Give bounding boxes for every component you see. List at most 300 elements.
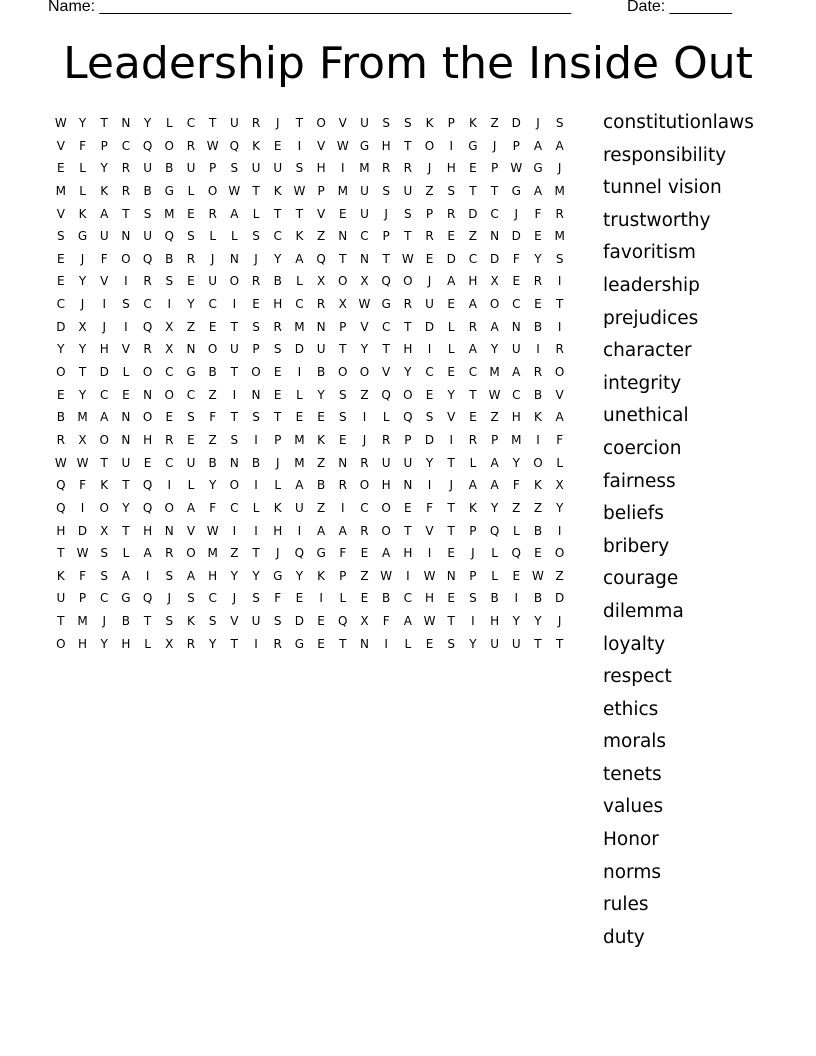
grid-letter: X bbox=[78, 432, 87, 447]
grid-letter: V bbox=[316, 138, 326, 153]
grid-letter: I bbox=[232, 387, 237, 402]
grid-letter: E bbox=[273, 138, 282, 153]
grid-letter: U bbox=[273, 161, 283, 176]
grid-letter: Z bbox=[316, 500, 326, 515]
grid-letter: U bbox=[186, 455, 196, 470]
grid-letter: S bbox=[382, 183, 390, 198]
word-list-item: values bbox=[603, 796, 664, 818]
grid-letter: Q bbox=[142, 251, 153, 266]
grid-letter: V bbox=[56, 138, 65, 153]
grid-letter: Y bbox=[555, 500, 564, 515]
grid-letter: X bbox=[360, 274, 369, 289]
grid-letter: U bbox=[251, 614, 261, 629]
grid-letter: R bbox=[208, 206, 217, 221]
grid-letter: E bbox=[338, 206, 347, 221]
grid-letter: T bbox=[404, 523, 412, 538]
grid-letter: J bbox=[471, 546, 475, 561]
grid-letter: F bbox=[512, 251, 520, 266]
grid-letter: G bbox=[186, 365, 196, 380]
grid-letter: F bbox=[512, 478, 520, 493]
grid-letter: R bbox=[186, 138, 196, 153]
grid-letter: D bbox=[424, 319, 435, 334]
grid-letter: R bbox=[143, 274, 152, 289]
grid-letter: V bbox=[100, 274, 109, 289]
grid-letter: V bbox=[338, 116, 347, 130]
grid-letter: M bbox=[511, 432, 522, 447]
grid-letter: P bbox=[447, 116, 455, 130]
grid-letter: V bbox=[382, 365, 391, 380]
grid-letter: R bbox=[468, 432, 478, 447]
grid-letter: S bbox=[187, 410, 195, 425]
grid-letter: O bbox=[424, 138, 435, 153]
grid-letter: W bbox=[293, 183, 306, 198]
grid-letter: L bbox=[447, 319, 455, 334]
grid-letter: E bbox=[512, 274, 521, 289]
word-list-item: coercion bbox=[603, 437, 682, 459]
grid-letter: R bbox=[186, 251, 196, 266]
grid-letter: M bbox=[294, 432, 305, 447]
grid-letter: W bbox=[76, 455, 89, 470]
grid-letter: S bbox=[404, 116, 412, 130]
grid-letter: J bbox=[492, 138, 497, 153]
grid-letter: J bbox=[514, 206, 519, 221]
grid-letter: I bbox=[102, 297, 106, 312]
word-list-item: unethical bbox=[603, 405, 689, 427]
grid-letter: W bbox=[206, 138, 219, 153]
grid-letter: I bbox=[471, 614, 475, 629]
grid-letter: O bbox=[56, 365, 66, 380]
grid-letter: O bbox=[56, 636, 66, 651]
grid-letter: J bbox=[210, 251, 215, 266]
grid-letter: X bbox=[165, 636, 174, 651]
grid-letter: O bbox=[99, 432, 109, 447]
grid-letter: U bbox=[360, 183, 369, 198]
grid-letter: S bbox=[338, 387, 347, 402]
grid-letter: K bbox=[534, 478, 542, 493]
grid-letter: I bbox=[167, 478, 172, 493]
grid-letter: L bbox=[274, 478, 282, 493]
grid-letter: N bbox=[511, 319, 521, 334]
grid-letter: S bbox=[208, 614, 217, 629]
grid-letter: T bbox=[252, 183, 260, 198]
grid-letter: H bbox=[446, 161, 456, 176]
grid-letter: I bbox=[384, 636, 388, 651]
grid-letter: T bbox=[122, 523, 130, 538]
grid-letter: C bbox=[403, 591, 413, 606]
grid-letter: S bbox=[165, 614, 174, 629]
grid-letter: C bbox=[360, 500, 369, 515]
grid-letter: R bbox=[381, 432, 391, 447]
grid-letter: I bbox=[297, 523, 302, 538]
grid-letter: N bbox=[338, 229, 348, 244]
grid-letter: K bbox=[187, 614, 195, 629]
grid-letter: K bbox=[468, 500, 477, 515]
word-list-item: morals bbox=[603, 731, 667, 753]
grid-letter: H bbox=[403, 546, 413, 561]
grid-letter: V bbox=[186, 523, 196, 538]
grid-letter: H bbox=[316, 161, 326, 176]
grid-letter: U bbox=[511, 342, 521, 357]
grid-letter: T bbox=[78, 365, 87, 380]
grid-letter: V bbox=[56, 206, 65, 221]
word-list-item: dilemma bbox=[603, 600, 684, 622]
grid-letter: T bbox=[274, 206, 282, 221]
grid-letter: R bbox=[360, 523, 369, 538]
grid-letter: O bbox=[207, 183, 218, 198]
grid-letter: C bbox=[121, 138, 131, 153]
grid-letter: V bbox=[230, 614, 239, 629]
grid-letter: J bbox=[557, 614, 562, 629]
grid-letter: Z bbox=[208, 432, 217, 447]
grid-letter: N bbox=[121, 410, 131, 425]
grid-letter: I bbox=[297, 365, 302, 380]
grid-letter: I bbox=[232, 297, 237, 312]
grid-letter: A bbox=[512, 365, 521, 380]
grid-letter: S bbox=[555, 251, 564, 266]
grid-letter: T bbox=[295, 206, 304, 221]
grid-letter: E bbox=[447, 591, 456, 606]
grid-letter: P bbox=[469, 523, 477, 538]
grid-letter: M bbox=[337, 183, 348, 198]
grid-letter: E bbox=[425, 251, 434, 266]
grid-letter: P bbox=[209, 161, 217, 176]
grid-letter: S bbox=[469, 591, 477, 606]
word-list-item: character bbox=[603, 340, 692, 362]
grid-letter: Y bbox=[469, 636, 477, 651]
grid-letter: E bbox=[122, 387, 130, 402]
grid-letter: U bbox=[99, 229, 109, 244]
grid-letter: R bbox=[143, 342, 152, 357]
grid-letter: L bbox=[165, 116, 173, 130]
grid-letter: Z bbox=[512, 500, 521, 515]
grid-letter: U bbox=[121, 455, 131, 470]
word-list-item: ethics bbox=[603, 698, 659, 720]
grid-letter: Z bbox=[208, 387, 217, 402]
grid-letter: Q bbox=[142, 591, 153, 606]
grid-letter: P bbox=[469, 568, 477, 583]
grid-letter: A bbox=[230, 206, 239, 221]
grid-letter: Z bbox=[186, 319, 196, 334]
grid-letter: W bbox=[54, 455, 67, 470]
grid-letter: L bbox=[469, 455, 477, 470]
grid-letter: B bbox=[165, 161, 174, 176]
grid-letter: K bbox=[273, 183, 282, 198]
word-list-item: integrity bbox=[603, 372, 682, 394]
grid-letter: S bbox=[273, 342, 282, 357]
grid-letter: E bbox=[447, 297, 456, 312]
grid-letter: Y bbox=[295, 568, 304, 583]
grid-letter: L bbox=[296, 274, 303, 289]
grid-letter: L bbox=[122, 546, 130, 561]
date-field-label: Date: _______ bbox=[627, 0, 732, 15]
grid-letter: Y bbox=[78, 116, 87, 130]
grid-letter: C bbox=[381, 319, 391, 334]
grid-letter: T bbox=[143, 614, 152, 629]
grid-letter: Y bbox=[404, 365, 412, 380]
grid-letter: W bbox=[358, 297, 371, 312]
grid-letter: E bbox=[534, 229, 542, 244]
grid-letter: I bbox=[557, 274, 562, 289]
grid-letter: C bbox=[208, 297, 217, 312]
grid-letter: S bbox=[122, 297, 130, 312]
word-list-item: tunnel vision bbox=[603, 177, 722, 199]
grid-letter: Y bbox=[78, 342, 87, 357]
grid-letter: I bbox=[124, 319, 128, 334]
grid-letter: Y bbox=[490, 342, 499, 357]
grid-letter: M bbox=[164, 206, 175, 221]
grid-letter: S bbox=[252, 410, 260, 425]
grid-letter: F bbox=[209, 410, 217, 425]
grid-letter: I bbox=[319, 591, 323, 606]
grid-letter: O bbox=[489, 297, 500, 312]
grid-letter: U bbox=[143, 229, 152, 244]
grid-letter: Y bbox=[534, 614, 542, 629]
grid-letter: C bbox=[143, 297, 152, 312]
grid-letter: B bbox=[165, 251, 174, 266]
grid-letter: L bbox=[404, 636, 412, 651]
grid-letter: S bbox=[273, 614, 282, 629]
grid-letter: Y bbox=[447, 387, 455, 402]
grid-letter: T bbox=[57, 546, 65, 561]
header-fields bbox=[48, 0, 732, 16]
grid-letter: X bbox=[490, 274, 499, 289]
grid-letter: Y bbox=[274, 251, 282, 266]
grid-letter: Z bbox=[360, 387, 369, 402]
grid-letter: I bbox=[557, 319, 562, 334]
grid-letter: H bbox=[143, 432, 153, 447]
grid-letter: T bbox=[57, 614, 65, 629]
grid-letter: A bbox=[447, 274, 456, 289]
grid-letter: P bbox=[339, 568, 347, 583]
grid-letter: T bbox=[490, 183, 499, 198]
grid-letter: R bbox=[555, 206, 564, 221]
grid-letter: J bbox=[362, 432, 367, 447]
word-list-item: responsibility bbox=[603, 144, 727, 166]
grid-letter: B bbox=[273, 274, 282, 289]
grid-letter: B bbox=[490, 591, 499, 606]
grid-letter: G bbox=[294, 636, 305, 651]
grid-letter: O bbox=[554, 546, 565, 561]
grid-letter: H bbox=[143, 523, 153, 538]
grid-letter: A bbox=[100, 206, 109, 221]
grid-letter: M bbox=[489, 365, 500, 380]
grid-letter: Y bbox=[100, 636, 108, 651]
grid-letter: X bbox=[555, 478, 564, 493]
grid-letter: J bbox=[275, 546, 280, 561]
grid-letter: T bbox=[208, 116, 217, 130]
grid-letter: L bbox=[491, 568, 498, 583]
grid-letter: S bbox=[447, 183, 456, 198]
grid-letter: A bbox=[533, 138, 543, 153]
grid-letter: S bbox=[57, 229, 65, 244]
grid-letter: Q bbox=[338, 614, 348, 629]
grid-letter: E bbox=[187, 274, 195, 289]
grid-letter: A bbox=[316, 523, 326, 538]
grid-letter: W bbox=[54, 116, 67, 130]
grid-letter: C bbox=[468, 251, 478, 266]
grid-letter: O bbox=[251, 365, 261, 380]
grid-letter: J bbox=[427, 274, 432, 289]
grid-letter: R bbox=[186, 636, 196, 651]
grid-letter: T bbox=[339, 251, 347, 266]
grid-letter: E bbox=[187, 206, 195, 221]
grid-letter: T bbox=[122, 206, 130, 221]
word-list-item: beliefs bbox=[603, 503, 664, 525]
grid-letter: L bbox=[252, 500, 260, 515]
grid-letter: E bbox=[295, 591, 304, 606]
grid-letter: E bbox=[360, 591, 369, 606]
grid-letter: Y bbox=[78, 274, 87, 289]
grid-letter: C bbox=[512, 297, 521, 312]
grid-letter: B bbox=[208, 365, 217, 380]
word-list-item: favoritism bbox=[603, 242, 696, 264]
grid-letter: E bbox=[187, 432, 195, 447]
grid-letter: L bbox=[296, 387, 303, 402]
grid-letter: Z bbox=[490, 116, 499, 130]
grid-letter: T bbox=[469, 183, 477, 198]
grid-letter: Q bbox=[142, 500, 153, 515]
grid-letter: A bbox=[468, 478, 478, 493]
grid-letter: A bbox=[186, 500, 196, 515]
grid-letter: B bbox=[533, 319, 543, 334]
grid-letter: N bbox=[359, 251, 369, 266]
grid-letter: E bbox=[425, 636, 434, 651]
grid-letter: W bbox=[336, 138, 349, 153]
grid-letter: O bbox=[207, 342, 218, 357]
grid-letter: M bbox=[554, 183, 565, 198]
grid-letter: L bbox=[187, 478, 195, 493]
grid-letter: Z bbox=[425, 183, 434, 198]
grid-letter: Z bbox=[230, 546, 239, 561]
grid-letter: B bbox=[316, 478, 326, 493]
grid-letter: E bbox=[469, 410, 477, 425]
grid-letter: H bbox=[381, 138, 391, 153]
grid-letter: X bbox=[100, 523, 109, 538]
grid-letter: O bbox=[338, 365, 348, 380]
grid-letter: U bbox=[186, 161, 196, 176]
grid-letter: E bbox=[447, 546, 456, 561]
grid-letter: H bbox=[490, 614, 500, 629]
grid-letter: V bbox=[316, 206, 326, 221]
grid-letter: J bbox=[275, 116, 280, 130]
grid-letter: A bbox=[468, 297, 478, 312]
grid-letter: K bbox=[100, 183, 109, 198]
grid-letter: C bbox=[273, 229, 282, 244]
grid-letter: D bbox=[56, 319, 66, 334]
grid-letter: F bbox=[79, 478, 86, 493]
grid-letter: E bbox=[295, 410, 304, 425]
grid-letter: Y bbox=[512, 455, 520, 470]
grid-letter: T bbox=[404, 229, 412, 244]
grid-letter: A bbox=[295, 251, 304, 266]
grid-letter: O bbox=[142, 365, 153, 380]
grid-letter: W bbox=[380, 568, 393, 583]
grid-letter: E bbox=[252, 297, 260, 312]
grid-letter: N bbox=[229, 251, 239, 266]
grid-letter: Q bbox=[142, 138, 153, 153]
grid-letter: I bbox=[145, 568, 150, 583]
grid-letter: D bbox=[511, 116, 521, 130]
grid-letter: J bbox=[80, 251, 85, 266]
grid-letter: O bbox=[381, 523, 391, 538]
grid-letter: S bbox=[252, 229, 260, 244]
grid-letter: P bbox=[512, 138, 520, 153]
grid-letter: R bbox=[533, 274, 543, 289]
grid-letter: E bbox=[447, 365, 456, 380]
grid-letter: U bbox=[251, 161, 261, 176]
grid-letter: R bbox=[273, 319, 282, 334]
grid-letter: A bbox=[468, 342, 478, 357]
grid-letter: R bbox=[533, 365, 543, 380]
grid-letter: U bbox=[360, 116, 369, 130]
grid-letter: N bbox=[121, 432, 131, 447]
grid-letter: E bbox=[469, 161, 477, 176]
grid-letter: V bbox=[121, 342, 131, 357]
grid-letter: H bbox=[78, 636, 88, 651]
grid-letter: T bbox=[230, 410, 239, 425]
grid-letter: E bbox=[338, 432, 347, 447]
grid-letter: O bbox=[229, 274, 240, 289]
word-list-item: bribery bbox=[603, 535, 670, 557]
word-list-item: loyalty bbox=[603, 633, 666, 655]
grid-letter: L bbox=[144, 636, 151, 651]
grid-letter: H bbox=[208, 568, 218, 583]
grid-letter: L bbox=[339, 591, 347, 606]
grid-letter: W bbox=[510, 161, 523, 176]
grid-letter: O bbox=[142, 410, 153, 425]
grid-letter: A bbox=[186, 568, 196, 583]
word-list-item: respect bbox=[603, 666, 672, 688]
grid-letter: S bbox=[555, 116, 564, 130]
grid-letter: O bbox=[229, 478, 240, 493]
word-list-item: trustworthy bbox=[603, 209, 711, 231]
grid-letter: I bbox=[124, 274, 128, 289]
grid-letter: E bbox=[273, 365, 282, 380]
grid-letter: Q bbox=[403, 410, 413, 425]
word-list-item: leadership bbox=[603, 274, 700, 296]
grid-letter: R bbox=[360, 455, 369, 470]
grid-letter: X bbox=[316, 274, 326, 289]
grid-letter: S bbox=[143, 206, 152, 221]
grid-letter: X bbox=[165, 342, 174, 357]
grid-letter: C bbox=[165, 365, 174, 380]
grid-letter: R bbox=[121, 161, 131, 176]
grid-letter: H bbox=[273, 523, 283, 538]
word-list-item: fairness bbox=[603, 470, 676, 492]
grid-letter: E bbox=[317, 614, 325, 629]
grid-letter: J bbox=[102, 614, 106, 629]
grid-letter: I bbox=[362, 410, 367, 425]
grid-letter: K bbox=[273, 500, 282, 515]
grid-letter: O bbox=[359, 478, 370, 493]
grid-letter: K bbox=[100, 478, 109, 493]
grid-letter: Y bbox=[208, 636, 217, 651]
grid-letter: M bbox=[294, 319, 305, 334]
grid-letter: O bbox=[316, 116, 326, 130]
grid-letter: P bbox=[100, 138, 108, 153]
grid-letter: W bbox=[423, 568, 436, 583]
grid-letter: F bbox=[100, 251, 108, 266]
grid-letter: Y bbox=[512, 614, 520, 629]
grid-letter: E bbox=[317, 410, 325, 425]
grid-letter: S bbox=[100, 568, 109, 583]
grid-letter: D bbox=[99, 365, 109, 380]
grid-letter: K bbox=[425, 116, 434, 130]
word-list-item: tenets bbox=[603, 763, 662, 785]
grid-letter: E bbox=[57, 251, 65, 266]
grid-letter: D bbox=[294, 614, 305, 629]
grid-letter: R bbox=[121, 183, 131, 198]
